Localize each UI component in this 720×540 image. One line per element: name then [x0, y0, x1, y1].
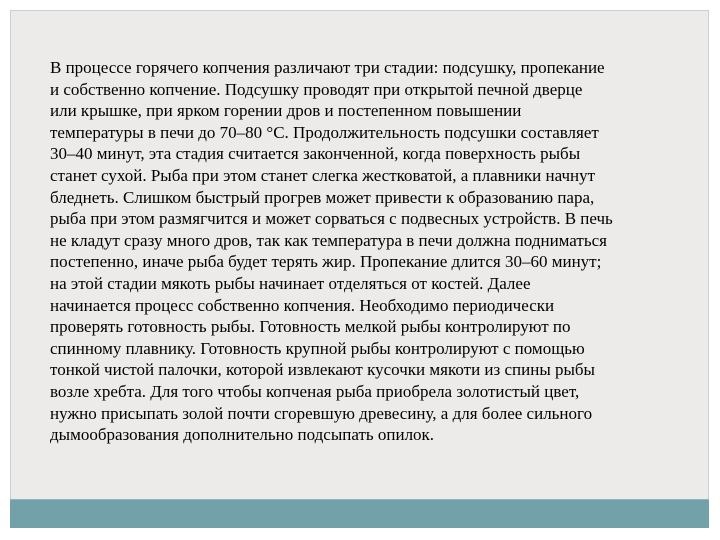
body-paragraph: В процессе горячего копчения различают три стадии: подсушку, пропекание и собственно копчение. Подсушку проводят при открытой печной дверце или крышке, при ярком горении дров и постепенном повышении температуры в печи до 70–80 °С. Продолжительность подсушки составляет 30–40 минут, эта стадия считается законченной, когда поверхность рыбы станет сухой. Рыба при этом станет слегка жестковатой, а плавники начнут бледнеть. Слишком быстрый прогрев может привести к образованию пара, рыба при этом размягчится и может сорваться с подвесных устройств. В печь не кладут сразу много дров, так как температура в печи должна подниматься постепенно, иначе рыба будет терять жир. Пропекание длится 30–60 минут; на этой стадии мякоть рыбы начинает отделяться от костей. Далее начинается процесс собственно копчения. Необходимо периодически проверять готовность рыбы. Готовность мелкой рыбы контролируют по спинному плавнику. Готовность крупной рыбы контролируют с помощью тонкой чистой палочки, которой извлекают кусочки мякоти из спины рыбы возле хребта. Для того чтобы копченая рыба приобрела золотистый цвет, нужно присыпать золой почти сгоревшую древесину, а для более сильного дымообразования дополнительно подсыпать опилок.: [50, 58, 613, 445]
bottom-accent-band: [10, 499, 709, 528]
